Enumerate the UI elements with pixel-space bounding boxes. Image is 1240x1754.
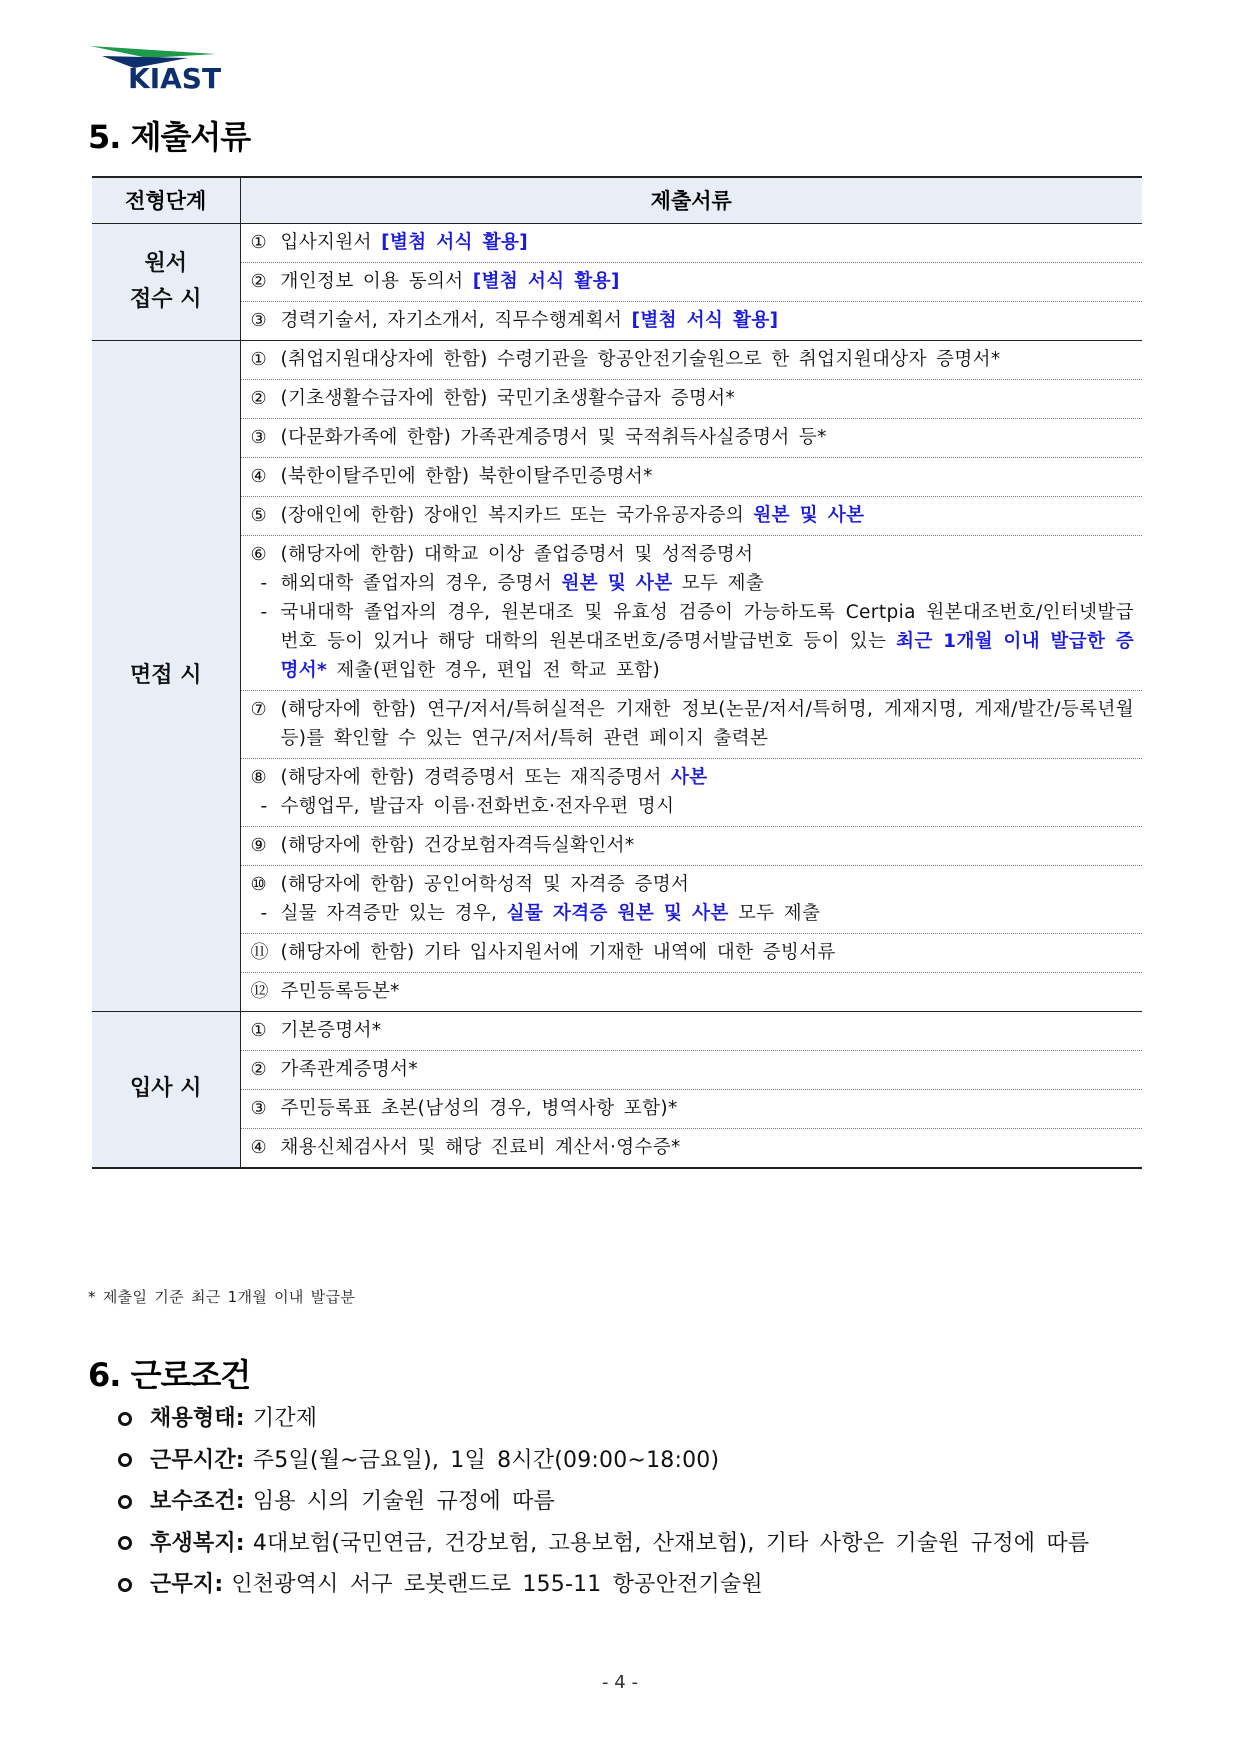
- document-item: [240, 1011, 1142, 1050]
- table-row: [92, 496, 1142, 535]
- document-item: [240, 1089, 1142, 1128]
- table-row: [92, 262, 1142, 301]
- section-title-documents: 5. 제출서류: [88, 118, 251, 156]
- table-row: [92, 865, 1142, 933]
- item-number: ⑩: [250, 873, 268, 895]
- list-item: [118, 1523, 1089, 1565]
- item-highlight: [별첨 서식 활용]: [381, 231, 529, 253]
- item-text: 기본증명서*: [280, 1019, 382, 1041]
- list-item: [118, 1440, 1089, 1482]
- header-documents: 제출서류: [240, 177, 1142, 223]
- table-row: [92, 457, 1142, 496]
- document-item: [240, 1050, 1142, 1089]
- document-item: [240, 418, 1142, 457]
- item-text: 경력기술서, 자기소개서, 직무수행계획서: [280, 309, 632, 331]
- page-number: - 4 -: [602, 1672, 638, 1693]
- item-text: 개인정보 이용 동의서: [280, 270, 473, 292]
- sub-item: - 국내대학 졸업자의 경우, 원본대조 및 유효성 검증이 가능하도록 Certpia 원본대조번호/인터넷발급번호 등이 있거나 해당 대학의 원본대조번호/증명서발급번호 등이 있는 최근 1개월 이내 발급한 증명서* 제출(편입한 경우, 편입 전 학교 포함): [260, 601, 1134, 681]
- item-number: ⑨: [250, 834, 268, 856]
- circle-bullet-icon: [118, 1495, 132, 1509]
- item-number: ③: [250, 309, 268, 331]
- list-item: [118, 1398, 1089, 1440]
- stage-application: [92, 223, 240, 340]
- table-row: [92, 933, 1142, 972]
- condition-value: 기간제: [252, 1406, 318, 1431]
- item-number: ②: [250, 270, 268, 292]
- condition-label: 채용형태:: [150, 1406, 245, 1431]
- table-row: [92, 1011, 1142, 1050]
- item-text: (해당자에 한함) 경력증명서 또는 재직증명서: [280, 766, 672, 788]
- item-number: ②: [250, 1058, 268, 1080]
- sub-text: 해외대학 졸업자의 경우, 증명서: [280, 572, 562, 594]
- stage-label: 원서: [144, 250, 187, 276]
- circle-bullet-icon: [118, 1412, 132, 1426]
- item-number: ④: [250, 465, 268, 487]
- document-item: [240, 223, 1142, 262]
- stage-label: 입사 시: [130, 1076, 202, 1101]
- stage-interview: [92, 340, 240, 1011]
- item-text: 가족관계증명서*: [280, 1058, 419, 1080]
- item-number: ④: [250, 1136, 268, 1158]
- item-highlight: 원본 및 사본: [753, 504, 865, 526]
- item-number: ③: [250, 426, 268, 448]
- sub-text: 제출(편입한 경우, 편입 전 학교 포함): [327, 659, 661, 681]
- conditions-list: [118, 1398, 1089, 1606]
- item-text: (해당자에 한함) 연구/저서/특허실적은 기재한 정보(논문/저서/특허명, 게재지명, 게재/발간/등록년월 등)를 확인할 수 있는 연구/저서/특허 관련 페이지 출력본: [280, 698, 1134, 749]
- item-text: 입사지원서: [280, 231, 382, 253]
- item-number: ①: [250, 231, 268, 253]
- circle-bullet-icon: [118, 1578, 132, 1592]
- item-number: ②: [250, 387, 268, 409]
- table-row: [92, 223, 1142, 262]
- sub-text: 국내대학 졸업자의 경우, 원본대조 및 유효성 검증이 가능하도록 Certpia 원본대조번호/인터넷발급번호 등이 있거나 해당 대학의 원본대조번호/증명서발급번호 등이 있는: [280, 601, 1134, 652]
- condition-value: 인천광역시 서구 로봇랜드로 155-11 항공안전기술원: [231, 1572, 763, 1597]
- document-item: [240, 933, 1142, 972]
- item-highlight: [별첨 서식 활용]: [631, 309, 779, 331]
- sub-text: 수행업무, 발급자 이름·전화번호·전자우편 명시: [280, 795, 675, 817]
- table-row: [92, 690, 1142, 758]
- condition-value: 임용 시의 기술원 규정에 따름: [252, 1489, 556, 1514]
- sub-highlight: 실물 자격증 원본 및 사본: [506, 902, 729, 924]
- document-item: [240, 496, 1142, 535]
- document-item: [240, 690, 1142, 758]
- table-row: [92, 418, 1142, 457]
- condition-label: 보수조건:: [150, 1489, 245, 1514]
- stage-hiring: [92, 1011, 240, 1168]
- header-stage: 전형단계: [92, 177, 240, 223]
- condition-value: 4대보험(국민연금, 건강보험, 고용보험, 산재보험), 기타 사항은 기술원 규정에 따름: [252, 1530, 1090, 1556]
- item-number: ⑦: [250, 698, 268, 720]
- document-item: [240, 535, 1142, 690]
- table-row: [92, 301, 1142, 340]
- stage-label: 접수 시: [130, 286, 202, 312]
- item-number: ⑪: [250, 941, 269, 963]
- document-item: [240, 865, 1142, 933]
- item-text: (장애인에 한함) 장애인 복지카드 또는 국가유공자증의: [280, 504, 754, 526]
- condition-value: 주5일(월~금요일), 1일 8시간(09:00~18:00): [252, 1447, 720, 1473]
- stage-label: 면접 시: [130, 662, 202, 688]
- table-row: [92, 758, 1142, 826]
- document-item: [240, 826, 1142, 865]
- item-number: ①: [250, 1019, 268, 1041]
- item-text: (다문화가족에 한함) 가족관계증명서 및 국적취득사실증명서 등*: [280, 426, 827, 448]
- table-row: [92, 379, 1142, 418]
- logo-text: KIAST: [128, 62, 222, 95]
- item-text: 주민등록등본*: [280, 980, 400, 1002]
- table-row: [92, 1089, 1142, 1128]
- item-number: ⑤: [250, 504, 268, 526]
- sub-item: - 실물 자격증만 있는 경우, 실물 자격증 원본 및 사본 모두 제출: [260, 902, 821, 924]
- condition-label: 근무지:: [150, 1572, 224, 1597]
- kiast-logo: [88, 44, 222, 95]
- document-item: [240, 457, 1142, 496]
- item-highlight: 사본: [671, 766, 708, 788]
- item-text: (해당자에 한함) 대학교 이상 졸업증명서 및 성적증명서: [280, 543, 754, 565]
- circle-bullet-icon: [118, 1453, 132, 1467]
- document-item: [240, 262, 1142, 301]
- documents-table: [92, 176, 1142, 1169]
- item-number: ⑥: [250, 543, 268, 565]
- item-text: (기초생활수급자에 한함) 국민기초생활수급자 증명서*: [280, 387, 736, 409]
- table-header-row: [92, 177, 1142, 223]
- item-number: ①: [250, 348, 268, 370]
- item-text: (해당자에 한함) 공인어학성적 및 자격증 증명서: [280, 873, 690, 895]
- document-item: [240, 301, 1142, 340]
- item-text: (북한이탈주민에 한함) 북한이탈주민증명서*: [280, 465, 653, 487]
- list-item: [118, 1564, 1089, 1606]
- circle-bullet-icon: [118, 1536, 132, 1550]
- item-text: (해당자에 한함) 건강보험자격득실확인서*: [280, 834, 635, 856]
- sub-item: - 수행업무, 발급자 이름·전화번호·전자우편 명시: [251, 792, 1135, 821]
- table-row: [92, 535, 1142, 690]
- section-title-conditions: 6. 근로조건: [88, 1356, 251, 1394]
- document-item: [240, 758, 1142, 826]
- table-row: [92, 972, 1142, 1011]
- sub-text: 모두 제출: [672, 572, 765, 594]
- condition-label: 후생복지:: [150, 1530, 245, 1556]
- sub-item: - 해외대학 졸업자의 경우, 증명서 원본 및 사본 모두 제출: [260, 572, 765, 594]
- item-number: ⑧: [250, 766, 268, 788]
- table-row: [92, 1050, 1142, 1089]
- table-row: [92, 826, 1142, 865]
- sub-text: 실물 자격증만 있는 경우,: [280, 902, 507, 924]
- document-item: [240, 1128, 1142, 1168]
- condition-label: 근무시간:: [150, 1447, 245, 1473]
- table-row: [92, 1128, 1142, 1168]
- document-item: [240, 340, 1142, 379]
- item-text: 채용신체검사서 및 해당 진료비 계산서·영수증*: [280, 1136, 681, 1158]
- list-item: [118, 1481, 1089, 1523]
- item-number: ⑫: [250, 980, 269, 1002]
- table-row: [92, 340, 1142, 379]
- sub-highlight: 원본 및 사본: [561, 572, 673, 594]
- document-item: [240, 972, 1142, 1011]
- sub-text: 모두 제출: [728, 902, 821, 924]
- item-text: (해당자에 한함) 기타 입사지원서에 기재한 내역에 대한 증빙서류: [280, 941, 836, 963]
- item-number: ③: [250, 1097, 268, 1119]
- item-text: (취업지원대상자에 한함) 수령기관을 항공안전기술원으로 한 취업지원대상자 증명서*: [280, 348, 1001, 370]
- document-item: [240, 379, 1142, 418]
- sub-highlight: 최근 1개월 이내 발급한 증명서*: [280, 630, 1134, 681]
- item-text: 주민등록표 초본(남성의 경우, 병역사항 포함)*: [280, 1097, 678, 1119]
- footnote: * 제출일 기준 최근 1개월 이내 발급분: [88, 1288, 356, 1306]
- item-highlight: [별첨 서식 활용]: [472, 270, 620, 292]
